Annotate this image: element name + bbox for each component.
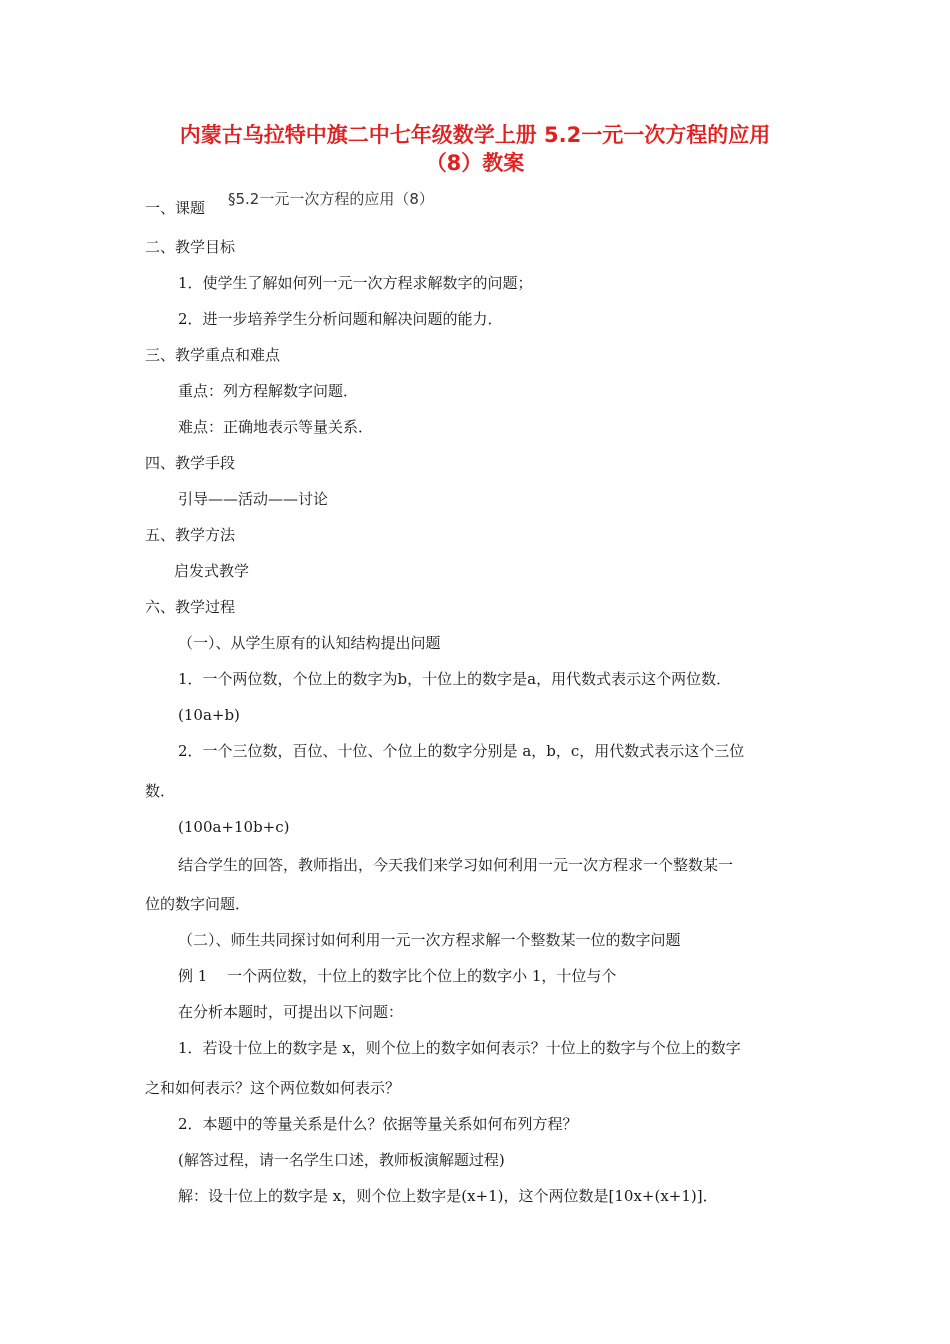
- section-heading-means: 四、教学手段: [145, 454, 236, 472]
- question-1: 1．一个两位数，个位上的数字为b，十位上的数字是a，用代数式表示这个两位数．: [178, 670, 732, 688]
- answer-1: (10a+b): [178, 706, 240, 724]
- section-heading-focus: 三、教学重点和难点: [145, 346, 281, 364]
- lesson-topic: §5.2一元一次方程的应用（8）: [228, 190, 434, 208]
- goal-item-2: 2．进一步培养学生分析问题和解决问题的能力．: [178, 310, 503, 328]
- solution-line: 解：设十位上的数字是 x，则个位上数字是(x+1)，这个两位数是[10x+(x+1)]．: [178, 1187, 718, 1205]
- answer-2: (100a+10b+c): [178, 818, 290, 836]
- document-title-line-2: （8）教案: [425, 151, 525, 175]
- analysis-question-2: 2．本题中的等量关系是什么？依据等量关系如何布列方程？: [178, 1115, 578, 1133]
- process-part-2: （二）、师生共同探讨如何利用一元一次方程求解一个整数某一位的数字问题: [178, 931, 681, 949]
- teaching-method: 启发式教学: [174, 562, 250, 580]
- section-heading-process: 六、教学过程: [145, 598, 236, 616]
- process-part-1: （一）、从学生原有的认知结构提出问题: [178, 634, 441, 652]
- conclusion-line-1: 结合学生的回答，教师指出，今天我们来学习如何利用一元一次方程求一个整数某一: [178, 856, 734, 874]
- question-2-line-1: 2．一个三位数，百位、十位、个位上的数字分别是 a，b，c，用代数式表示这个三位: [178, 742, 745, 760]
- analysis-question-1-line-1: 1．若设十位上的数字是 x，则个位上的数字如何表示？十位上的数字与个位上的数字: [178, 1039, 741, 1057]
- teaching-means: 引导——活动——讨论: [178, 490, 329, 508]
- difficult-point: 难点：正确地表示等量关系．: [178, 418, 374, 436]
- question-2-line-2: 数．: [145, 782, 176, 800]
- section-heading-method: 五、教学方法: [145, 526, 236, 544]
- document-title-line-1: 内蒙古乌拉特中旗二中七年级数学上册 5.2一元一次方程的应用: [179, 123, 771, 147]
- example-1: 例 1 一个两位数，十位上的数字比个位上的数字小 1，十位与个: [178, 967, 617, 985]
- key-point: 重点：列方程解数字问题．: [178, 382, 359, 400]
- solution-note: (解答过程，请一名学生口述，教师板演解题过程): [178, 1151, 505, 1169]
- section-heading-goals: 二、教学目标: [145, 238, 236, 256]
- analysis-intro: 在分析本题时，可提出以下问题：: [178, 1003, 404, 1021]
- analysis-question-1-line-2: 之和如何表示？这个两位数如何表示？: [145, 1079, 401, 1097]
- goal-item-1: 1．使学生了解如何列一元一次方程求解数字的问题；: [178, 274, 533, 292]
- section-heading-topic: 一、课题: [145, 199, 206, 217]
- conclusion-line-2: 位的数字问题．: [145, 895, 251, 913]
